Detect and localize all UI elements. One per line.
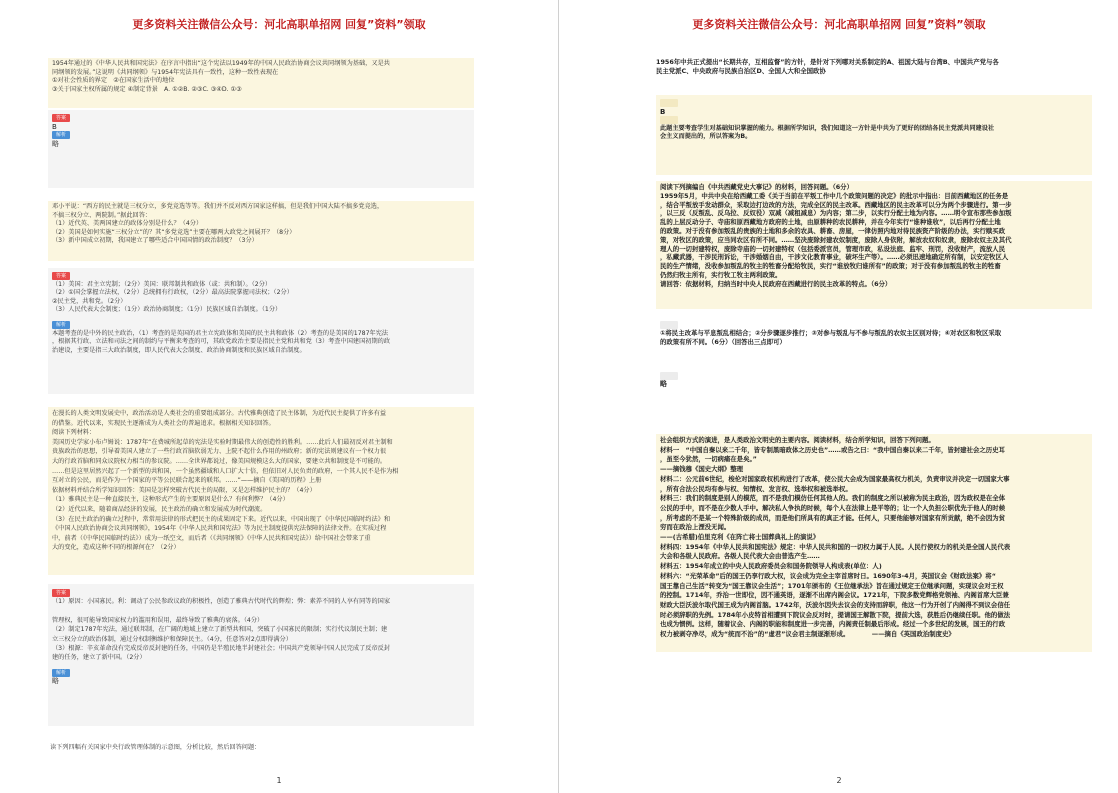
explain-value: 略 xyxy=(660,379,667,388)
question-2-line: 民的生产情绪，没收参加叛乱的牧主的牲畜分配给牧民，实行“谁放牧归谁所有”的政策；对于没有参加叛乱的牧主的牲畜 xyxy=(660,262,1001,271)
answer-box-1 xyxy=(48,110,474,188)
answer-line xyxy=(52,607,470,616)
question-1-line: 民主党派C、中央政府与民族自治区D、全国人大和全国政协 xyxy=(656,66,826,75)
question-3 xyxy=(656,434,1092,652)
question-3-line: 财政大臣沃波尔取代国王成为内阁首脑。1742年，沃波尔因失去议会的支持而辞职，他这一行为开创了内阁得不到议会信任 xyxy=(660,600,1011,609)
question-2-line: 策，对牧区的政策，应当同农区有所不同。……坚决废除封建农奴制度，废除人身依附，解放农奴和奴隶，废除农奴主及其代 xyxy=(660,235,1012,244)
question-4-line: 读下列四幅有关国家中央行政管理体制的示意图，分析比较，然后回答问题： xyxy=(50,744,261,751)
question-3-line: 材料一 “中国自秦以来二千年，皆专制黑暗政体之历史也”……或告之曰：“我中国自秦以来二千年，皆封建社会之历史耳 xyxy=(660,445,1005,454)
answer-line: （2）①国会掌握立法权，（2分）总统拥有行政权，（2分）最高法院掌握司法权；（2分） xyxy=(52,289,293,297)
page-banner: 更多资料关注微信公众号：河北高职单招网 回复”资料”领取 xyxy=(132,18,426,31)
question-3-line: 权力被剥夺净尽，成为“统而不治”的“虚君”议会君主制逐渐形成。 ——摘自《英国政治制度史》 xyxy=(660,630,955,639)
question-2-line: 仍然归牧主所有，实行牧工牧主两利政策。 xyxy=(660,270,782,279)
answer-box-3 xyxy=(48,584,474,726)
explain-tag: 解析 xyxy=(52,669,70,677)
question-2 xyxy=(48,201,474,261)
question-3-line: ，所考虑的不是某一个特殊阶级的成员，而是他们所具有的真正才能。任何人，只要他能够对国家有所贡献，绝不会因为贫 xyxy=(660,513,1006,522)
question-2-line: ，私藏武器，干涉民刑诉讼，干涉婚姻自由，干涉文化教育事业，破坏生产等）。……必须迅速地确定所有制，以安定牧区人 xyxy=(660,253,1009,262)
question-2-line: 1959年5月，中共中央在给西藏工委《关于当前在平叛工作中几个政策问题的决定》的批示中指出：目前西藏地区的任务是 xyxy=(660,191,1009,200)
answer-line: 的政策有所不同。（6分）（回答出三点即可） xyxy=(660,337,786,346)
answer-tag: 答案 xyxy=(52,272,70,280)
question-3-line: 材料六：“光荣革命”后的国王仍享行政大权，议会成为完全主宰首席时日。1690年3-4月，英国议会《财政法案》将“ xyxy=(660,571,996,580)
question-3-line: 公民的手中，而不是在少数人手中。解决私人争执的时候，每个人在法律上是平等的；让一个人负担公职优先于他人的时候 xyxy=(660,503,1006,512)
question-2-line: ，结合平叛放手发动群众，采取边打边改的方法，完成全区的民主改革。西藏地区的民主改革可以分为两个步骤进行。第一步 xyxy=(660,200,1012,209)
question-3-line: 时必须辞职的先例。1784年小皮特首相遭到下院议会反对时，提请国王解散下院，提前大选，获胜后仍继续任职。他的做法 xyxy=(660,610,1011,619)
question-3-line: 穷而在政治上湮没无闻。 xyxy=(660,523,731,532)
question-3-line: 材料三：我们的制度是别人的模范，而不是我们模仿任何其他人的。我们的制度之所以被称为民主政治，因为政权是在全体 xyxy=(660,494,1006,503)
explain-value: 略 xyxy=(52,139,59,148)
answer-tag: 答案 xyxy=(660,99,678,107)
question-3-line: 社会组织方式的演进，是人类政治文明史的主要内容。阅读材料，结合所学知识，回答下列问题。 xyxy=(660,436,935,444)
question-3-line: 互对立的公民，而是作为一个国家的平等公民联合起来的联邦。……”——摘自《美国的历程》上册 xyxy=(52,477,322,485)
question-2-line: （2）美国是如何实施“三权分立”的？其“多党竞选”主要在哪两大政党之间展开？（8分） xyxy=(52,228,296,236)
question-2-line: 乱的上层反动分子、寺庙和原西藏地方政府的土地，由原耕种的农民耕种，并在今年实行“谁种谁收”，以后再行分配土地 xyxy=(660,218,1001,227)
question-1-line: ③关于国家主权所属的规定 ④制定背景 A. ①②B. ②③C. ③④D. ①③ xyxy=(52,85,242,93)
page-divider xyxy=(558,0,559,793)
question-2-line: 理人的一切封建特权，废除寺庙的一切封建特权（包括委派官员，管理市政，私设法庭、监牢、刑罚，没收财产，流放人民 xyxy=(660,244,1006,253)
question-3-line: 材料二：公元前6世纪，梭伦对国家政权机构进行了改革，使公民大会成为国家最高权力机关，负责审议并决定一切国家大事 xyxy=(660,474,1010,483)
explain-line: ，根据其行政、立法和司法之间的制约与平衡来考查的可，其政党政治主要是指民主党和共和党（3）考查中国建国初期的政 xyxy=(52,338,391,346)
question-3-line: ，虽至今犹然，一切病痛在是矣。” xyxy=(660,455,757,464)
answer-line: （1）美国：君主立宪制；（2分）美国：联邦制共和政体（或：共和制）。（2分） xyxy=(52,280,272,288)
question-3-line: 大的变化，造成这种不同的根源何在？（2分） xyxy=(52,544,180,552)
question-3-line: 贵族政治的思想，引导着美国人建立了一些行政首脑软弱无力、上院不起什么作用的州政府；新的宪法则建议有一个权力很 xyxy=(52,448,387,456)
answer-box-1 xyxy=(656,95,1092,175)
answer-box-2 xyxy=(656,318,1092,422)
answer-line: （2）制定1787年宪法，通过联邦制，在广阔的地域上建立了新型共和国，突破了小国寡民的限制；实行代议制民主制；建 xyxy=(52,626,388,634)
question-3-line: 《中国人民政治协商会议共同纲领》，1954年《中华人民共和国宪法》等为民主制度提供宪法保障的法律文件。在实质过程 xyxy=(52,525,387,533)
answer-line: 建的任务，建立了新中国。（2分） xyxy=(52,654,146,662)
question-3-line: 的借鉴。近代以来，实现民主逐渐成为人类社会的普遍追求。根据相关知识回答。 xyxy=(52,419,275,427)
explain-tag: 解析 xyxy=(52,131,70,139)
question-2-line: ，以三反（反叛乱、反乌拉、反奴役）双减（减租减息）为内容；第二步，以实行分配土地为内容。……明令宣布那些参加叛 xyxy=(660,209,1012,218)
answer-line: （3）人民代表大会制度；（1分）政治协商制度；（1分）民族区域自治制度。（1分） xyxy=(52,306,282,314)
explain-line: 治建设，主要是指三大政治制度，即人民代表大会制度、政治协商制度和民族区域自治制度。 xyxy=(52,346,306,354)
question-3-line: （2）近代以来，随着商品经济的发展，民主政治的确立和发展成为时代潮流。 xyxy=(52,505,267,513)
document-page-2 xyxy=(560,0,1118,793)
answer-box-2 xyxy=(48,268,474,394)
question-2-line: （3）新中国成立初期，我国建立了哪些适合中国国情的政治制度？（3分） xyxy=(52,237,258,245)
answer-line: ②民主党，共和党。（2分） xyxy=(52,297,127,305)
explain-line: 会主义而提出的，所以答案为B。 xyxy=(660,133,752,141)
question-3-line: 大的行政首脑和同众议院权力相当的参议院。……全世界都说过，像美国规模这么大的国家，要建立共和制度是不可能的。 xyxy=(52,457,387,465)
question-3-line: 大会和各级人民政府。各级人民代表大会由普选产生…… xyxy=(660,552,820,561)
answer-tag: 答案 xyxy=(52,589,70,597)
question-2-line: 请回答：依据材料，归纳当时中央人民政府在西藏进行的民主改革的特点。（6分） xyxy=(660,279,892,288)
explain-tag: 解析 xyxy=(52,321,70,329)
question-3-line: 的控制。1714年，乔治一世即位，因不通英语，逐渐不出席内阁会议。1721年，下院多数党辉格党领袖、内阁首席大臣兼 xyxy=(660,591,1009,600)
question-3-line: 材料五：1954年成立的中央人民政府委员会和国务院领导人构成表(单位：人) xyxy=(660,562,882,571)
question-2 xyxy=(656,181,1092,309)
question-3-line: 在漫长的人类文明发展史中，政治活动是人类社会的重要组成部分。古代雅典创造了民主体制，为近代民主提供了许多有益 xyxy=(52,410,387,417)
question-2-line: 的政策。对于没有参加叛乱的贵族的土地和多余的农具、耕畜、房屋，一律仿照内地对待民族资产阶级的办法，实行赎买政 xyxy=(660,226,1006,235)
question-1-line: 1954年通过的《中华人民共和国宪法》在序言中指出“这个宪法以1949年的中国人民政治协商会议共同纲领为基础，又是共 xyxy=(52,60,390,67)
question-1-line: ①对社会性质的界定 ②在国家生活中的地位 xyxy=(52,77,175,85)
question-2-line: 不搞三权分立、两院制。”据此回答： xyxy=(52,211,152,219)
question-2-line: （1）近代英、美两国建立的政体分别是什么？（4分） xyxy=(52,220,203,228)
question-2-line: 阅读下列摘编自《中共西藏党史大事记》的材料，回答问题。（6分） xyxy=(660,183,853,191)
explain-line: 本题考查的是中外的民主政治，（1）考查的是英国的君主立宪政体和美国的民主共和政体（2）考查的是美国的1787年宪法 xyxy=(52,329,389,337)
question-4 xyxy=(50,744,468,753)
question-2-line: 邓小平说：“西方的民主就是三权分立，多党竞选等等。我们并不反对西方国家这样搞，但是我们中国大陆不搞多党竞选， xyxy=(52,203,384,210)
answer-line: 立三权分立的政治体制，通过分权制衡维护和保障民主。（4分，任意答对2点即得满分） xyxy=(52,635,292,643)
explain-value: 略 xyxy=(52,677,59,686)
page-number: 1 xyxy=(276,776,282,785)
question-3-line: 材料四：1954年《中华人民共和国宪法》规定：中华人民共和国的一切权力属于人民。人民行使权力的机关是全国人民代表 xyxy=(660,542,1011,551)
question-3-line: 美国历史学家小布卢姆说：1787年“在费城所起草的宪法是实验时期最伟大的创造性的胜利。……此后人们最初反对君主制和 xyxy=(52,438,393,446)
question-1 xyxy=(656,58,1080,80)
page-banner: 更多资料关注微信公众号：河北高职单招网 回复”资料”领取 xyxy=(692,18,986,31)
question-3-line: ——摘钱穆《国史大纲》整理 xyxy=(660,465,744,474)
question-3-line: 依据材料并结合所学知识回答：美国是怎样突破古代民主的局限，又是怎样维护民主的？（4分） xyxy=(52,486,316,494)
question-3-line: 国王靠自己生活”转变为“国王靠议会生活”；1701年颁布的《王位继承法》旨在通过规定王位继承问题，实现议会对王权 xyxy=(660,581,1004,590)
document-page-1 xyxy=(0,0,558,793)
question-3 xyxy=(48,407,474,575)
question-3-line: ，所有合法公民均有参与权、知情权、发言权、选举权和被选举权。 xyxy=(660,484,852,493)
page-number: 2 xyxy=(836,776,842,785)
question-3-line: （1）雅典民主是一种直接民主，这种形式产生的主要原因是什么？有何利弊？（4分） xyxy=(52,496,289,504)
answer-value: B xyxy=(660,107,666,116)
answer-line: （3）根源：辛亥革命没有完成反帝反封建的任务，中国仍是半殖民地半封建社会；中国共产党领导中国人民完成了反帝反封 xyxy=(52,645,391,653)
explain-tag: 解析 xyxy=(660,116,678,124)
question-3-line: 也成为惯例。这样，随着议会、内阁的职能和制度进一步完善，内阁责任制最后形成。经过一个多世纪的发展，国王的行政 xyxy=(660,620,1006,629)
answer-line: （1）原因：小国寡民。利：调动了公民参政议政的积极性，创造了雅典古代时代的辉煌；弊：素养不同的人享有同等的国家 xyxy=(52,598,391,606)
question-3-line: ……但是这里居然兴起了一个新型的共和国，一个虽然疆域和人口扩大十倍，但依旧对人民负责的政府，一个其人民不是作为相 xyxy=(52,467,399,475)
answer-line: ①将民主改革与平息叛乱相结合；②分步骤逐步推行；③对参与叛乱与不参与叛乱的农奴主区别对待；④对农区和牧区采取 xyxy=(660,329,1002,337)
question-3-line: 中，前者（《中华民国临时约法》）成为一纸空文，而后者（《共同纲领》《中华人民共和国宪法》）给中国社会带来了重 xyxy=(52,534,371,542)
answer-value: B xyxy=(52,122,57,131)
answer-line: 管理权，很可能导致国家权力的滥用和误用，最终导致了雅典的衰落。（4分） xyxy=(52,616,264,624)
question-3-line: （3）在民主政治的确立过程中，常常用法律的形式把民主的成果固定下来。近代以来，中国出现了《中华民国临时约法》和 xyxy=(52,515,391,523)
answer-tag: 答案 xyxy=(660,321,678,329)
question-1-line: 1956年中共正式提出“长期共存，互相监督”的方针，是针对下列哪对关系制定的A、祖国大陆与台湾B、中国共产党与各 xyxy=(656,58,999,66)
answer-tag: 答案 xyxy=(52,114,70,122)
question-3-line: ——(古希腊)伯里克利《在阵亡将士国葬典礼上的演说》 xyxy=(660,533,820,542)
question-1-line: 同纲领的发展。”这说明《共同纲领》与1954年宪法具有一致性，这种一致性表现在 xyxy=(52,68,279,76)
explain-line: 此题主要考查学生对基础知识掌握的能力。根据所学知识，我们知道这一方针是中共为了更好的团结各民主党派共同建设社 xyxy=(660,124,995,132)
question-1 xyxy=(48,58,474,108)
explain-tag: 解析 xyxy=(660,372,678,380)
question-3-line: 阅读下列材料： xyxy=(52,429,96,437)
